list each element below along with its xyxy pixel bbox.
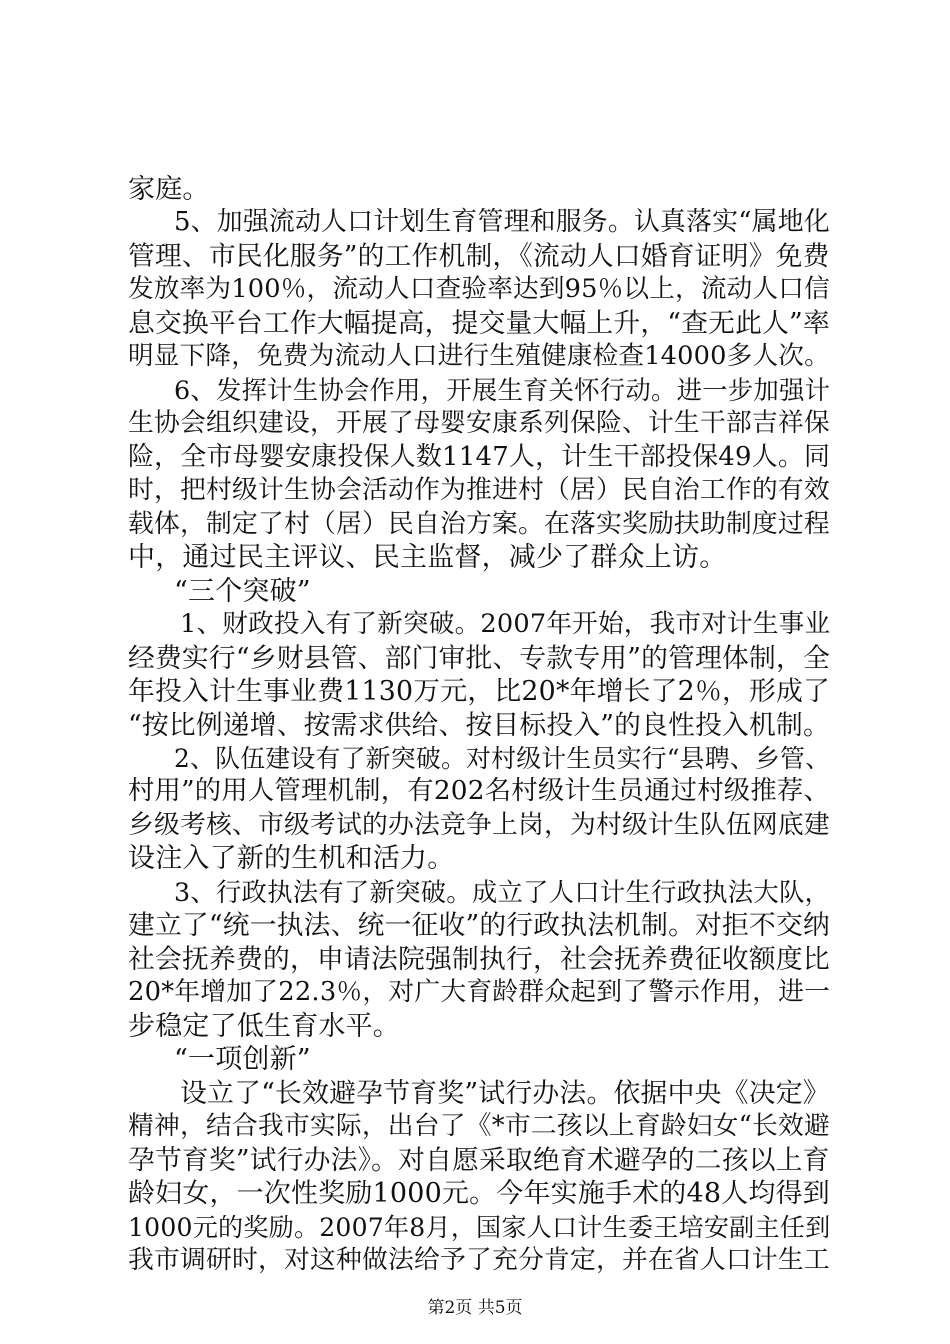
- text-line: 乡级考核、市级考试的办法竞争上岗，为村级计生队伍网底建: [128, 810, 830, 840]
- text-line: 年投入计生事业费1130万元，比20*年增长了2％，形成了: [128, 676, 831, 707]
- text-line: 险，全市母婴安康投保人数1147人，计生干部投保49人。同: [128, 442, 831, 472]
- text-line: 建立了“统一执法、统一征收”的行政执法机制。对拒不交纳: [128, 910, 830, 941]
- paragraph-innovation-first-line: 设立了“长效避孕节育奖”试行办法。依据中央《决定》: [180, 1078, 830, 1109]
- text-line: 经费实行“乡财县管、部门审批、专款专用”的管理体制，全: [128, 643, 830, 674]
- text-line: 村用”的用人管理机制，有202名村级计生员通过村级推荐、: [128, 776, 831, 806]
- paragraph-3-first-line: 3、行政执法有了新突破。成立了人口计生行政执法大队，: [174, 877, 831, 907]
- text-line: 发放率为100％，流动人口查验率达到95％以上，流动人口信: [128, 274, 830, 304]
- page-footer: 第2页 共5页: [427, 1298, 523, 1318]
- text-line: 时，把村级计生协会活动作为推进村（居）民自治工作的有效: [128, 475, 830, 505]
- paragraph-1-first-line: 1、财政投入有了新突破。2007年开始，我市对计生事业: [180, 609, 831, 639]
- paragraph-2-first-line: 2、队伍建设有了新突破。对村级计生员实行“县聘、乡管、: [174, 744, 831, 773]
- text-line: 管理、市民化服务”的工作机制，《流动人口婚育证明》免费: [128, 241, 830, 272]
- text-line: “按比例递增、按需求供给、按目标投入”的良性投入机制。: [128, 710, 830, 741]
- text-line: 我市调研时，对这种做法给予了充分肯定，并在省人口计生工: [128, 1245, 830, 1275]
- text-line: 社会抚养费的，申请法院强制执行，社会抚养费征收额度比: [128, 944, 830, 975]
- section-heading-one-innovation: “一项创新”: [174, 1044, 311, 1075]
- text-line: 精神，结合我市实际，出台了《*市二孩以上育龄妇女“长效避: [128, 1111, 830, 1141]
- text-line: 20*年增加了22.3％，对广大育龄群众起到了警示作用，进一: [128, 977, 831, 1007]
- text-line: 设注入了新的生机和活力。: [128, 843, 455, 874]
- text-line: 息交换平台工作大幅提高，提交量大幅上升，“查无此人”率: [128, 308, 830, 339]
- section-heading-three-breakthroughs: “三个突破”: [174, 576, 311, 607]
- text-line: 家庭。: [128, 174, 210, 205]
- text-line: 龄妇女，一次性奖励1000元。今年实施手术的48人均得到: [128, 1178, 830, 1209]
- text-line: 1000元的奖励。2007年8月，国家人口计生委王培安副主任到: [128, 1213, 831, 1242]
- text-line: 载体，制定了村（居）民自治方案。在落实奖励扶助制度过程: [128, 509, 830, 539]
- text-line: 生协会组织建设，开展了母婴安康系列保险、计生干部吉祥保: [128, 408, 830, 438]
- text-line: 步稳定了低生育水平。: [128, 1011, 400, 1042]
- paragraph-6-first-line: 6、发挥计生协会作用，开展生育关怀行动。进一步加强计: [174, 375, 831, 405]
- text-line: 孕节育奖”试行办法》。对自愿采取绝育术避孕的二孩以上育: [128, 1145, 830, 1176]
- text-line: 明显下降，免费为流动人口进行生殖健康检查14000多人次。: [128, 341, 830, 371]
- paragraph-5-first-line: 5、加强流动人口计划生育管理和服务。认真落实“属地化: [174, 207, 830, 237]
- text-line: 中，通过民主评议、民主监督，减少了群众上访。: [128, 542, 727, 573]
